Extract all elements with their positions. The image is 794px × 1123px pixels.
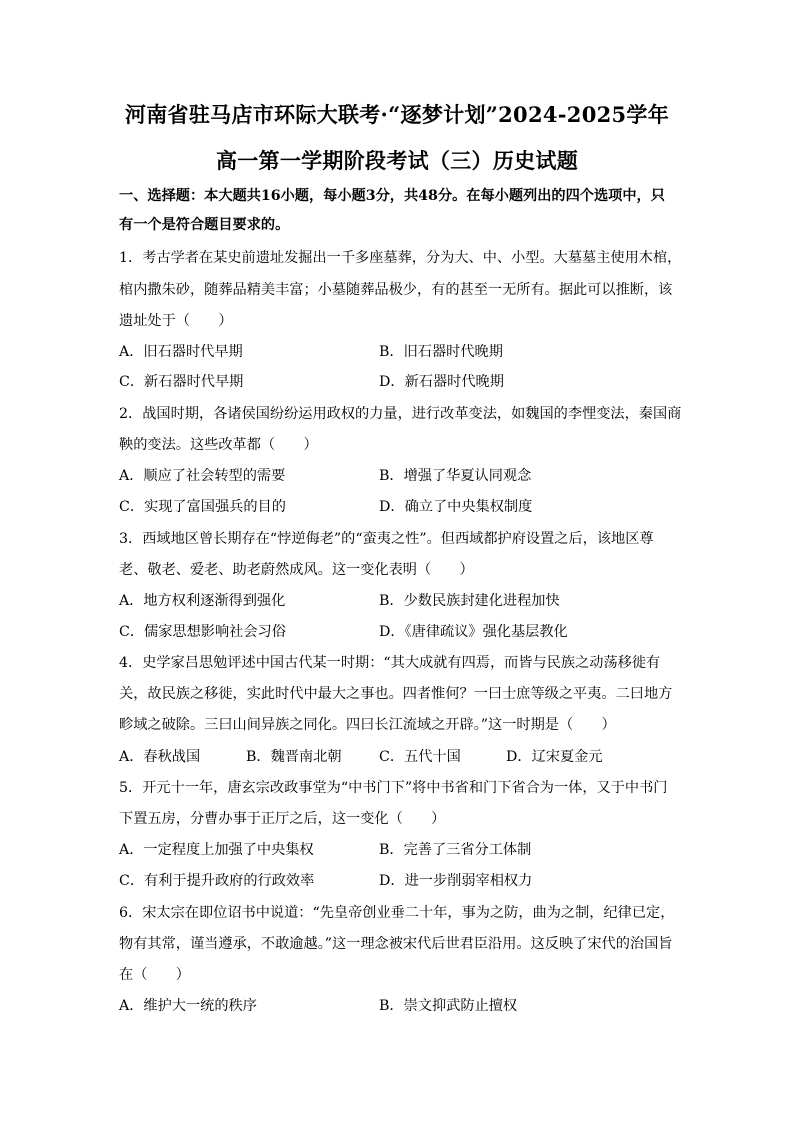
question-3-text-line2: 老、敬老、爱老、助老蔚然成风。这一变化表明（ ） (119, 562, 474, 578)
question-4-option-a: A．春秋战国 (119, 749, 201, 765)
question-4-text-line3: 畛域之破除。三曰山间异族之同化。四曰长江流域之开辟。”这一时期是（ ） (119, 717, 616, 733)
question-1-option-a: A．旧石器时代早期 (119, 344, 243, 360)
question-3-option-d: D．《唐律疏议》强化基层教化 (379, 624, 568, 640)
question-1-text-line2: 棺内撒朱砂，随葬品精美丰富；小墓随葬品极少，有的甚至一无所有。据此可以推断，该 (119, 282, 673, 298)
question-4-text-line1: 4．史学家吕思勉评述中国古代某一时期：“其大成就有四焉，而皆与民族之动荡移徙有 (119, 655, 661, 671)
question-2-option-b: B．增强了华夏认同观念 (379, 468, 532, 484)
question-2-text-line2: 鞅的变法。这些改革都（ ） (119, 437, 318, 453)
question-5-text-line2: 下置五房，分曹办事于正厅之后，这一变化（ ） (119, 811, 446, 827)
question-5-option-d: D．进一步削弱宰相权力 (379, 873, 533, 889)
question-1-text-line1: 1．考古学者在某史前遗址发掘出一千多座墓葬，分为大、中、小型。大墓墓主使用木棺， (119, 250, 682, 266)
exam-title-line2: 高一第一学期阶段考试（三）历史试题 (215, 148, 579, 173)
question-4-option-b: B．魏晋南北朝 (246, 749, 342, 765)
question-3-option-c: C．儒家思想影响社会习俗 (119, 624, 286, 640)
question-2-option-d: D．确立了中央集权制度 (379, 499, 533, 515)
question-1-option-c: C．新石器时代早期 (119, 374, 244, 390)
question-5-text-line1: 5．开元十一年，唐玄宗改政事堂为“中书门下”将中书省和门下省合为一体，又于中书门 (119, 780, 668, 796)
section-instruction-line1: 一、选择题：本大题共16小题，每小题3分，共48分。在每小题列出的四个选项中，只 (119, 188, 665, 204)
question-2-option-c: C．实现了富国强兵的目的 (119, 499, 286, 515)
question-6-option-a: A．维护大一统的秩序 (119, 998, 257, 1014)
question-4-option-d: D．辽宋夏金元 (506, 749, 603, 765)
question-2-option-a: A．顺应了社会转型的需要 (119, 468, 286, 484)
question-4-option-c: C．五代十国 (379, 749, 461, 765)
question-1-text-line3: 遗址处于（ ） (119, 313, 233, 329)
question-6-text-line1: 6．宋太宗在即位诏书中说道：“先皇帝创业垂二十年，事为之防，曲为之制，纪律已定， (119, 905, 675, 921)
question-2-text-line1: 2．战国时期，各诸侯国纷纷运用政权的力量，进行改革变法，如魏国的李悝变法，秦国商 (119, 406, 682, 422)
question-6-option-b: B．崇文抑武防止擅权 (379, 998, 518, 1014)
question-3-option-a: A．地方权利逐渐得到强化 (119, 593, 286, 609)
question-1-option-b: B．旧石器时代晚期 (379, 344, 503, 360)
question-5-option-b: B．完善了三省分工体制 (379, 842, 532, 858)
question-1-option-d: D．新石器时代晚期 (379, 374, 504, 390)
question-6-text-line3: 在（ ） (119, 967, 190, 983)
exam-title-line1: 河南省驻马店市环际大联考·“逐梦计划”2024-2025学年 (124, 102, 670, 127)
question-6-text-line2: 物有其常，谨当遵承，不敢逾越。”这一理念被宋代后世君臣沿用。这反映了宋代的治国旨 (119, 936, 673, 952)
question-4-text-line2: 关，故民族之移徙，实此时代中最大之事也。四者惟何？一曰士庶等级之平夷。二曰地方 (119, 686, 673, 702)
question-5-option-c: C．有利于提升政府的行政效率 (119, 873, 315, 889)
section-instruction-line2: 有一个是符合题目要求的。 (119, 217, 290, 233)
question-3-option-b: B．少数民族封建化进程加快 (379, 593, 560, 609)
question-3-text-line1: 3．西域地区曾长期存在“悖逆侮老”的“蛮夷之性”。但西域都护府设置之后，该地区尊 (119, 531, 654, 547)
question-5-option-a: A．一定程度上加强了中央集权 (119, 842, 314, 858)
